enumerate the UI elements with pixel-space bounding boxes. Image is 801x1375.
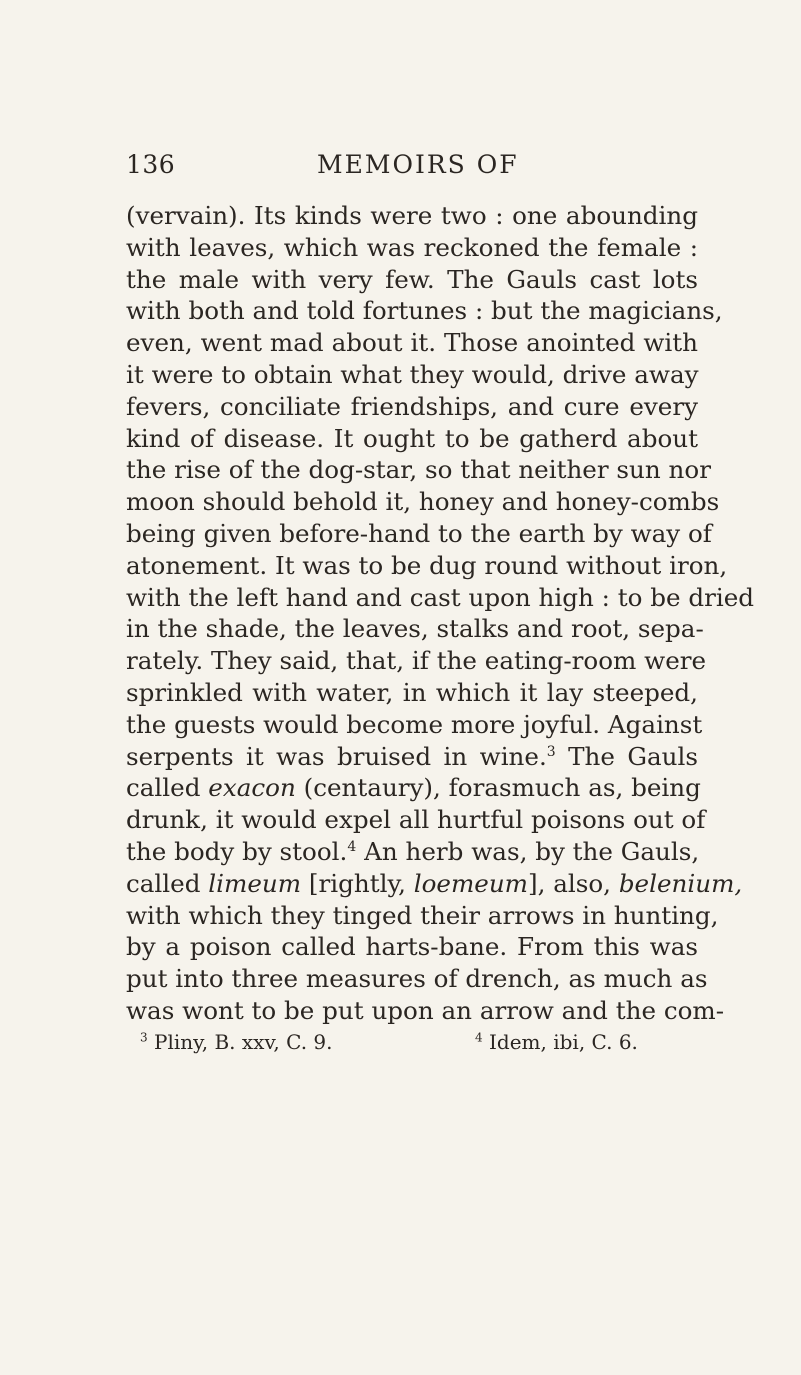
text-span: (centaury), forasmuch as, being xyxy=(295,773,701,803)
text-line xyxy=(126,868,743,900)
text-line: (vervain). Its kinds were two : one abounding xyxy=(126,201,698,230)
text-line xyxy=(126,772,701,804)
footnote-marker: 3 xyxy=(140,1030,148,1045)
text-line: it were to obtain what they would, drive away xyxy=(126,359,699,389)
text-span: An herb was, by the Gauls, xyxy=(356,836,700,866)
italic-term: limeum xyxy=(208,868,302,898)
text-span: called xyxy=(126,868,209,898)
text-line: drunk, it would expel all hurtful poisons out of xyxy=(126,805,706,835)
text-line: with the left hand and cast upon high : to be dried xyxy=(126,582,755,612)
italic-term: loemeum xyxy=(413,868,528,898)
text-span: serpents it was bruised in wine. xyxy=(126,741,547,771)
text-span: ], also, xyxy=(527,868,619,898)
footnote-3 xyxy=(140,1028,332,1056)
footnote-text: Idem, ibi, C. 6. xyxy=(482,1030,638,1054)
text-span: called xyxy=(126,773,209,803)
footnote-ref: 4 xyxy=(347,838,357,855)
text-line: in the shade, the leaves, stalks and root, sepa- xyxy=(126,614,704,644)
text-line: sprinkled with water, in which it lay steeped, xyxy=(126,677,698,707)
page-number: 136 xyxy=(126,150,176,179)
running-head: MEMOIRS OF xyxy=(317,150,519,179)
text-line: with leaves, which was reckoned the female : xyxy=(126,232,698,262)
text-line: rately. They said, that, if the eating-room were xyxy=(126,646,707,676)
footnote-ref: 3 xyxy=(546,743,556,760)
text-span: The Gauls xyxy=(555,741,698,771)
text-line: being given before-hand to the earth by way of xyxy=(126,518,712,548)
body-text xyxy=(126,200,755,1027)
text-line: the male with very few. The Gauls cast lots xyxy=(126,264,698,294)
text-span: the body by stool. xyxy=(126,836,348,866)
text-line: was wont to be put upon an arrow and the com- xyxy=(126,995,725,1025)
text-line: even, went mad about it. Those anointed with xyxy=(126,328,698,358)
italic-term: belenium, xyxy=(618,868,743,898)
text-line: kind of disease. It ought to be gatherd about xyxy=(126,423,698,453)
text-line: fevers, conciliate friendships, and cure every xyxy=(126,391,698,421)
text-line: atonement. It was to be dug round without iron, xyxy=(126,550,728,580)
italic-term: exacon xyxy=(208,773,296,803)
footnote-4 xyxy=(475,1028,638,1056)
text-line xyxy=(126,836,698,868)
text-line: put into three measures of drench, as much as xyxy=(126,964,708,994)
text-line: moon should behold it, honey and honey-combs xyxy=(126,487,720,517)
footnote-marker: 4 xyxy=(475,1030,483,1045)
text-span: [rightly, xyxy=(301,868,414,898)
text-line: the guests would become more joyful. Against xyxy=(126,709,703,739)
footnote-text: Pliny, B. xxv, C. 9. xyxy=(147,1030,333,1054)
text-line: the rise of the dog-star, so that neither sun nor xyxy=(126,455,711,485)
page-header xyxy=(0,150,801,190)
text-line: by a poison called harts-bane. From this was xyxy=(126,932,698,962)
text-line xyxy=(126,741,698,773)
text-line: with both and told fortunes : but the magicians, xyxy=(126,296,723,326)
text-line: with which they tinged their arrows in hunting, xyxy=(126,900,719,930)
